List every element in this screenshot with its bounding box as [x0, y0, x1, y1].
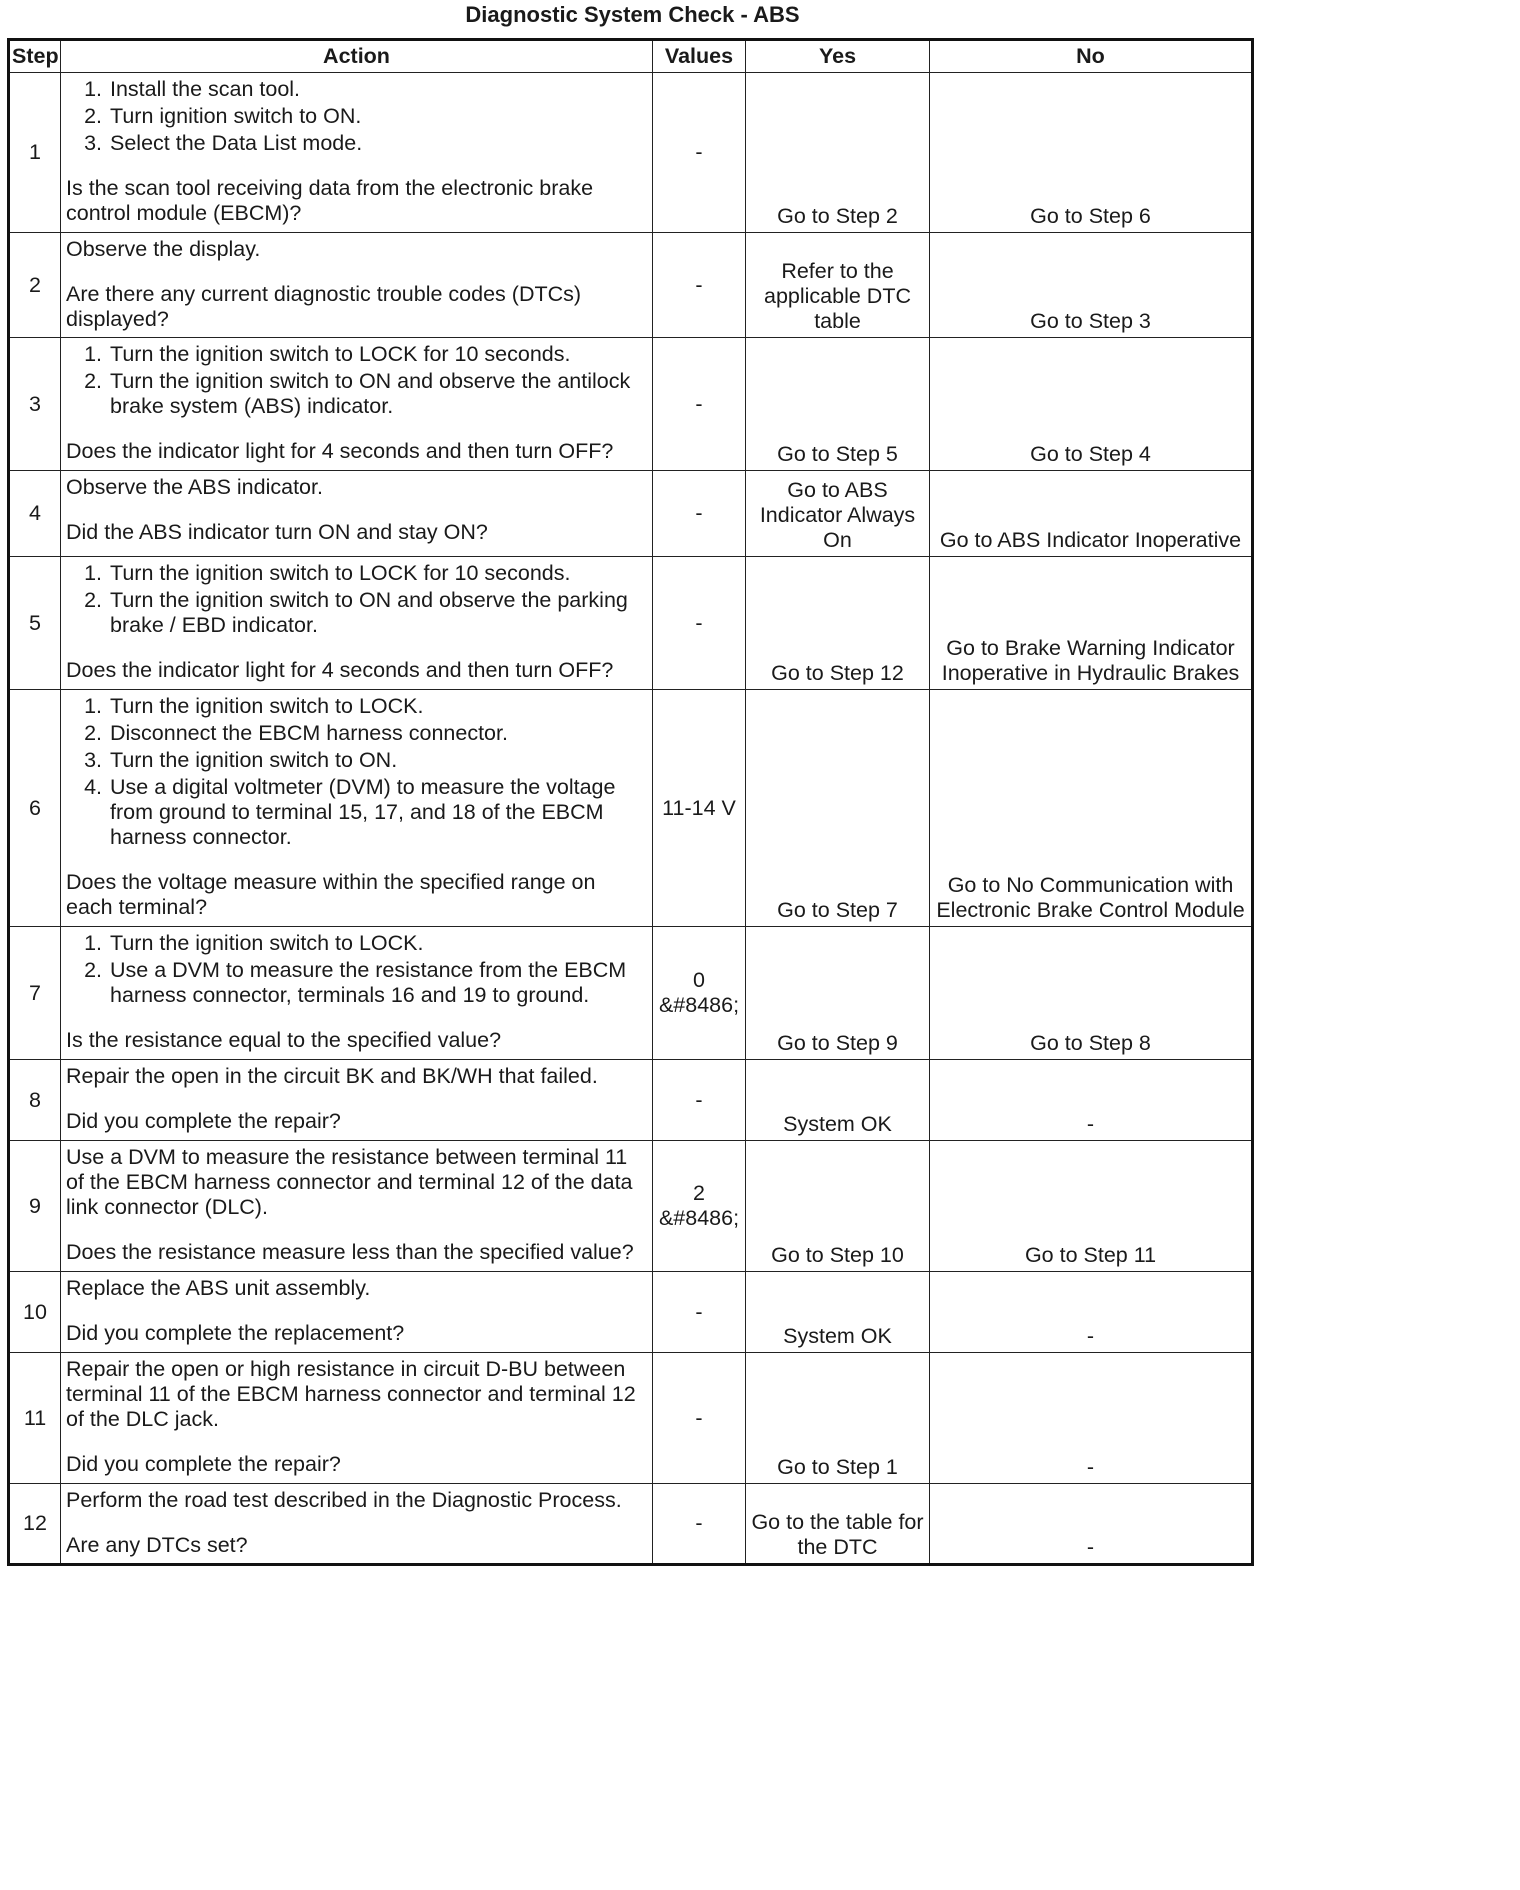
action-steps-list — [66, 694, 647, 850]
yes-result: Go to Step 7 — [746, 690, 930, 927]
table-row — [9, 1484, 1253, 1565]
action-cell — [61, 338, 653, 471]
action-instruction: Repair the open or high resistance in circuit D-BU between terminal 11 of the EBCM harness connector and terminal 12 of the DLC jack. — [66, 1357, 636, 1431]
action-question: Did you complete the repair? — [66, 1452, 341, 1476]
action-instruction: Repair the open in the circuit BK and BK/WH that failed. — [66, 1064, 598, 1088]
spec-value: - — [653, 338, 746, 471]
action-cell — [61, 1353, 653, 1484]
action-step: 2. Use a DVM to measure the resistance from the EBCM harness connector, terminals 16 and 19 to ground. — [108, 958, 647, 1008]
header-no: No — [930, 40, 1253, 73]
action-cell — [61, 233, 653, 338]
yes-result: Go to Step 5 — [746, 338, 930, 471]
action-instruction: Observe the display. — [66, 237, 261, 261]
spec-value: 2 &#8486; — [653, 1141, 746, 1272]
table-row — [9, 1272, 1253, 1353]
action-question: Are any DTCs set? — [66, 1533, 248, 1557]
action-question: Did the ABS indicator turn ON and stay ON? — [66, 520, 488, 544]
action-question: Is the resistance equal to the specified value? — [66, 1028, 502, 1052]
step-number: 3 — [9, 338, 61, 471]
header-values: Values — [653, 40, 746, 73]
step-number: 10 — [9, 1272, 61, 1353]
action-question: Does the indicator light for 4 seconds and then turn OFF? — [66, 439, 614, 463]
no-result: Go to Brake Warning Indicator Inoperative in Hydraulic Brakes — [930, 557, 1253, 690]
no-result: Go to ABS Indicator Inoperative — [930, 471, 1253, 557]
diagnostic-table — [7, 38, 1254, 1566]
no-result: - — [930, 1484, 1253, 1565]
action-instruction: Perform the road test described in the Diagnostic Process. — [66, 1488, 622, 1512]
spec-value: - — [653, 1484, 746, 1565]
spec-value: - — [653, 471, 746, 557]
action-question: Does the resistance measure less than the specified value? — [66, 1240, 634, 1264]
yes-result: Go to Step 2 — [746, 73, 930, 233]
yes-result: Go to ABS Indicator Always On — [746, 471, 930, 557]
action-step: 4. Use a digital voltmeter (DVM) to measure the voltage from ground to terminal 15, 17, and 18 of the EBCM harness connector. — [108, 775, 647, 850]
table-row — [9, 73, 1253, 233]
table-row — [9, 690, 1253, 927]
action-step: 2. Turn ignition switch to ON. — [108, 104, 647, 129]
action-cell — [61, 1060, 653, 1141]
no-result: - — [930, 1353, 1253, 1484]
spec-value: - — [653, 1272, 746, 1353]
action-question: Did you complete the repair? — [66, 1109, 341, 1133]
step-number: 12 — [9, 1484, 61, 1565]
table-row — [9, 1141, 1253, 1272]
action-instruction: Replace the ABS unit assembly. — [66, 1276, 371, 1300]
action-step: 2. Disconnect the EBCM harness connector. — [108, 721, 647, 746]
no-result: Go to Step 11 — [930, 1141, 1253, 1272]
action-cell — [61, 927, 653, 1060]
action-step: 2. Turn the ignition switch to ON and observe the parking brake / EBD indicator. — [108, 588, 647, 638]
header-action: Action — [61, 40, 653, 73]
table-row — [9, 1353, 1253, 1484]
yes-result: Refer to the applicable DTC table — [746, 233, 930, 338]
action-step: 1. Install the scan tool. — [108, 77, 647, 102]
step-number: 11 — [9, 1353, 61, 1484]
step-number: 7 — [9, 927, 61, 1060]
action-question: Is the scan tool receiving data from the electronic brake control module (EBCM)? — [66, 176, 594, 225]
no-result: - — [930, 1272, 1253, 1353]
spec-value: - — [653, 557, 746, 690]
no-result: - — [930, 1060, 1253, 1141]
action-step: 2. Turn the ignition switch to ON and observe the antilock brake system (ABS) indicator. — [108, 369, 647, 419]
action-instruction: Use a DVM to measure the resistance between terminal 11 of the EBCM harness connector and terminal 12 of the data link connector (DLC). — [66, 1145, 633, 1219]
yes-result: Go to Step 1 — [746, 1353, 930, 1484]
action-cell — [61, 1141, 653, 1272]
table-header-row — [9, 40, 1253, 73]
step-number: 5 — [9, 557, 61, 690]
spec-value: 11-14 V — [653, 690, 746, 927]
table-row — [9, 233, 1253, 338]
action-instruction: Observe the ABS indicator. — [66, 475, 323, 499]
action-cell — [61, 1272, 653, 1353]
yes-result: Go to Step 9 — [746, 927, 930, 1060]
action-question: Are there any current diagnostic trouble codes (DTCs) displayed? — [66, 282, 582, 331]
action-question: Did you complete the replacement? — [66, 1321, 405, 1345]
no-result: Go to Step 4 — [930, 338, 1253, 471]
action-cell — [61, 690, 653, 927]
step-number: 9 — [9, 1141, 61, 1272]
table-row — [9, 338, 1253, 471]
action-step: 1. Turn the ignition switch to LOCK. — [108, 931, 647, 956]
action-question: Does the voltage measure within the specified range on each terminal? — [66, 870, 596, 919]
action-question: Does the indicator light for 4 seconds and then turn OFF? — [66, 658, 614, 682]
table-row — [9, 927, 1253, 1060]
no-result: Go to Step 6 — [930, 73, 1253, 233]
action-step: 3. Select the Data List mode. — [108, 131, 647, 156]
step-number: 6 — [9, 690, 61, 927]
table-row — [9, 471, 1253, 557]
action-step: 1. Turn the ignition switch to LOCK for 10 seconds. — [108, 561, 647, 586]
action-steps-list — [66, 342, 647, 419]
no-result: Go to No Communication with Electronic Brake Control Module — [930, 690, 1253, 927]
action-step: 1. Turn the ignition switch to LOCK for 10 seconds. — [108, 342, 647, 367]
table-row — [9, 557, 1253, 690]
action-steps-list — [66, 931, 647, 1008]
spec-value: - — [653, 233, 746, 338]
yes-result: Go to the table for the DTC — [746, 1484, 930, 1565]
page-title: Diagnostic System Check - ABS — [465, 2, 800, 27]
yes-result: Go to Step 12 — [746, 557, 930, 690]
action-cell — [61, 73, 653, 233]
action-step: 1. Turn the ignition switch to LOCK. — [108, 694, 647, 719]
no-result: Go to Step 8 — [930, 927, 1253, 1060]
yes-result: System OK — [746, 1060, 930, 1141]
no-result: Go to Step 3 — [930, 233, 1253, 338]
yes-result: System OK — [746, 1272, 930, 1353]
spec-value: - — [653, 1060, 746, 1141]
spec-value: 0 &#8486; — [653, 927, 746, 1060]
table-row — [9, 1060, 1253, 1141]
header-step: Step — [9, 40, 61, 73]
action-step: 3. Turn the ignition switch to ON. — [108, 748, 647, 773]
spec-value: - — [653, 73, 746, 233]
action-steps-list — [66, 77, 647, 156]
spec-value: - — [653, 1353, 746, 1484]
action-cell — [61, 1484, 653, 1565]
action-cell — [61, 471, 653, 557]
step-number: 4 — [9, 471, 61, 557]
step-number: 8 — [9, 1060, 61, 1141]
action-steps-list — [66, 561, 647, 638]
header-yes: Yes — [746, 40, 930, 73]
step-number: 1 — [9, 73, 61, 233]
yes-result: Go to Step 10 — [746, 1141, 930, 1272]
action-cell — [61, 557, 653, 690]
step-number: 2 — [9, 233, 61, 338]
